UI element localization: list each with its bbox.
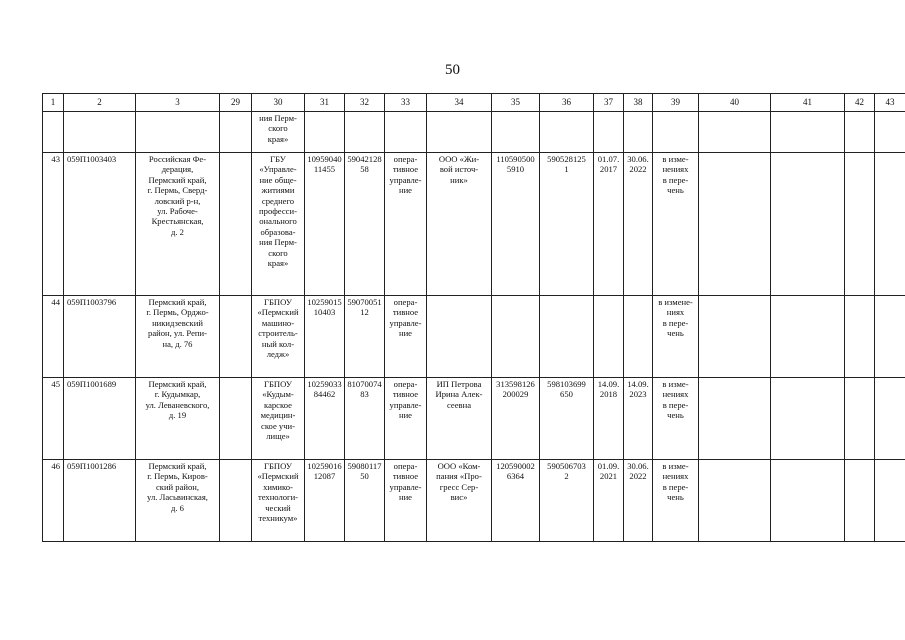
cell-col-39: в изме- нениях в пере- чень — [653, 378, 699, 460]
header-cell-col-31: 31 — [305, 94, 345, 112]
cell-col-41 — [771, 460, 845, 542]
cell-col-3: Пермский край, г. Пермь, Орджо- никидзевский район, ул. Репи- на, д. 76 — [136, 296, 220, 378]
cell-col-37 — [594, 296, 624, 378]
cell-col-39: в изме- нениях в пере- чень — [653, 153, 699, 296]
cell-col-39 — [653, 112, 699, 153]
cell-col-38 — [624, 112, 653, 153]
table-row — [43, 378, 905, 460]
cell-col-31: 10259016 12087 — [305, 460, 345, 542]
cell-col-41 — [771, 378, 845, 460]
cell-col-30: ния Перм- ского края» — [252, 112, 305, 153]
cell-col-34: ИП Петрова Ирина Алек- сеевна — [427, 378, 492, 460]
header-cell-col-42: 42 — [845, 94, 875, 112]
cell-col-2: 059П1003403 — [64, 153, 136, 296]
cell-col-41 — [771, 153, 845, 296]
header-cell-col-30: 30 — [252, 94, 305, 112]
cell-col-33: опера- тивное управле- ние — [385, 153, 427, 296]
cell-col-38: 30.06. 2022 — [624, 153, 653, 296]
cell-col-33 — [385, 112, 427, 153]
cell-col-31: 10259015 10403 — [305, 296, 345, 378]
cell-col-34: ООО «Ком- пания «Про- гресс Сер- вис» — [427, 460, 492, 542]
cell-col-29 — [220, 112, 252, 153]
table-row — [43, 296, 905, 378]
header-cell-col-1: 1 — [43, 94, 64, 112]
cell-col-42 — [845, 112, 875, 153]
cell-col-30: ГБУ «Управле- ние обще- житиями среднего професси- онального образова- ния Перм- ского края» — [252, 153, 305, 296]
cell-col-35 — [492, 296, 540, 378]
header-cell-col-3: 3 — [136, 94, 220, 112]
cell-col-43 — [875, 460, 905, 542]
header-cell-col-29: 29 — [220, 94, 252, 112]
cell-col-29 — [220, 153, 252, 296]
cell-col-34 — [427, 296, 492, 378]
cell-col-32: 59070051 12 — [345, 296, 385, 378]
cell-col-32: 59080117 50 — [345, 460, 385, 542]
cell-col-2 — [64, 112, 136, 153]
header-cell-col-38: 38 — [624, 94, 653, 112]
cell-col-40 — [699, 112, 771, 153]
table-body — [43, 94, 905, 542]
cell-col-30: ГБПОУ «Кудым- карское медицин- ское учи- лище» — [252, 378, 305, 460]
cell-col-42 — [845, 296, 875, 378]
header-cell-col-34: 34 — [427, 94, 492, 112]
cell-col-2: 059П1001286 — [64, 460, 136, 542]
cell-col-43 — [875, 112, 905, 153]
cell-col-1: 45 — [43, 378, 64, 460]
cell-col-42 — [845, 378, 875, 460]
cell-col-31: 10959040 11455 — [305, 153, 345, 296]
cell-col-39: в изме- нениях в пере- чень — [653, 460, 699, 542]
cell-col-33: опера- тивное управле- ние — [385, 378, 427, 460]
cell-col-37: 14.09. 2018 — [594, 378, 624, 460]
cell-col-36: 590506703 2 — [540, 460, 594, 542]
cell-col-1: 46 — [43, 460, 64, 542]
cell-col-40 — [699, 460, 771, 542]
header-cell-col-40: 40 — [699, 94, 771, 112]
cell-col-34: ООО «Жи- вой источ- ник» — [427, 153, 492, 296]
cell-col-3: Российская Фе- дерация, Пермский край, г. Пермь, Сверд- ловский р-н, ул. Рабоче- Крестьянская, д. 2 — [136, 153, 220, 296]
cell-col-29 — [220, 378, 252, 460]
cell-col-38 — [624, 296, 653, 378]
header-cell-col-33: 33 — [385, 94, 427, 112]
header-cell-col-32: 32 — [345, 94, 385, 112]
cell-col-32: 59042128 58 — [345, 153, 385, 296]
header-cell-col-2: 2 — [64, 94, 136, 112]
cell-col-39: в измене- ниях в пере- чень — [653, 296, 699, 378]
cell-col-41 — [771, 112, 845, 153]
cell-col-3 — [136, 112, 220, 153]
cell-col-3: Пермский край, г. Пермь, Киров- ский район, ул. Ласьвинская, д. 6 — [136, 460, 220, 542]
cell-col-1 — [43, 112, 64, 153]
cell-col-40 — [699, 153, 771, 296]
cell-col-31 — [305, 112, 345, 153]
header-cell-col-43: 43 — [875, 94, 905, 112]
cell-col-29 — [220, 460, 252, 542]
cell-col-30: ГБПОУ «Пермский химико- технологи- ческий техникум» — [252, 460, 305, 542]
cell-col-43 — [875, 378, 905, 460]
cell-col-41 — [771, 296, 845, 378]
table-row — [43, 112, 905, 153]
cell-col-36: 590528125 1 — [540, 153, 594, 296]
cell-col-2: 059П1001689 — [64, 378, 136, 460]
cell-col-37: 01.07. 2017 — [594, 153, 624, 296]
cell-col-42 — [845, 153, 875, 296]
cell-col-36 — [540, 296, 594, 378]
header-cell-col-36: 36 — [540, 94, 594, 112]
cell-col-35: 120590002 6364 — [492, 460, 540, 542]
cell-col-33: опера- тивное управле- ние — [385, 296, 427, 378]
cell-col-43 — [875, 296, 905, 378]
header-cell-col-39: 39 — [653, 94, 699, 112]
header-cell-col-41: 41 — [771, 94, 845, 112]
cell-col-1: 44 — [43, 296, 64, 378]
cell-col-35: 110590500 5910 — [492, 153, 540, 296]
cell-col-40 — [699, 378, 771, 460]
cell-col-31: 10259033 84462 — [305, 378, 345, 460]
header-cell-col-35: 35 — [492, 94, 540, 112]
table-row — [43, 460, 905, 542]
cell-col-32 — [345, 112, 385, 153]
registry-table — [42, 93, 905, 542]
cell-col-36 — [540, 112, 594, 153]
table-header-row — [43, 94, 905, 112]
cell-col-2: 059П1003796 — [64, 296, 136, 378]
table-row — [43, 153, 905, 296]
cell-col-36: 598103699 650 — [540, 378, 594, 460]
page-number: 50 — [445, 62, 460, 78]
cell-col-38: 30.06. 2022 — [624, 460, 653, 542]
header-cell-col-37: 37 — [594, 94, 624, 112]
cell-col-32: 81070074 83 — [345, 378, 385, 460]
cell-col-35 — [492, 112, 540, 153]
cell-col-29 — [220, 296, 252, 378]
cell-col-43 — [875, 153, 905, 296]
cell-col-34 — [427, 112, 492, 153]
cell-col-35: 313598126 200029 — [492, 378, 540, 460]
cell-col-3: Пермский край, г. Кудымкар, ул. Леваневского, д. 19 — [136, 378, 220, 460]
cell-col-37 — [594, 112, 624, 153]
cell-col-1: 43 — [43, 153, 64, 296]
cell-col-38: 14.09. 2023 — [624, 378, 653, 460]
cell-col-30: ГБПОУ «Пермский машино- строитель- ный кол- ледж» — [252, 296, 305, 378]
cell-col-33: опера- тивное управле- ние — [385, 460, 427, 542]
cell-col-37: 01.09. 2021 — [594, 460, 624, 542]
cell-col-42 — [845, 460, 875, 542]
cell-col-40 — [699, 296, 771, 378]
